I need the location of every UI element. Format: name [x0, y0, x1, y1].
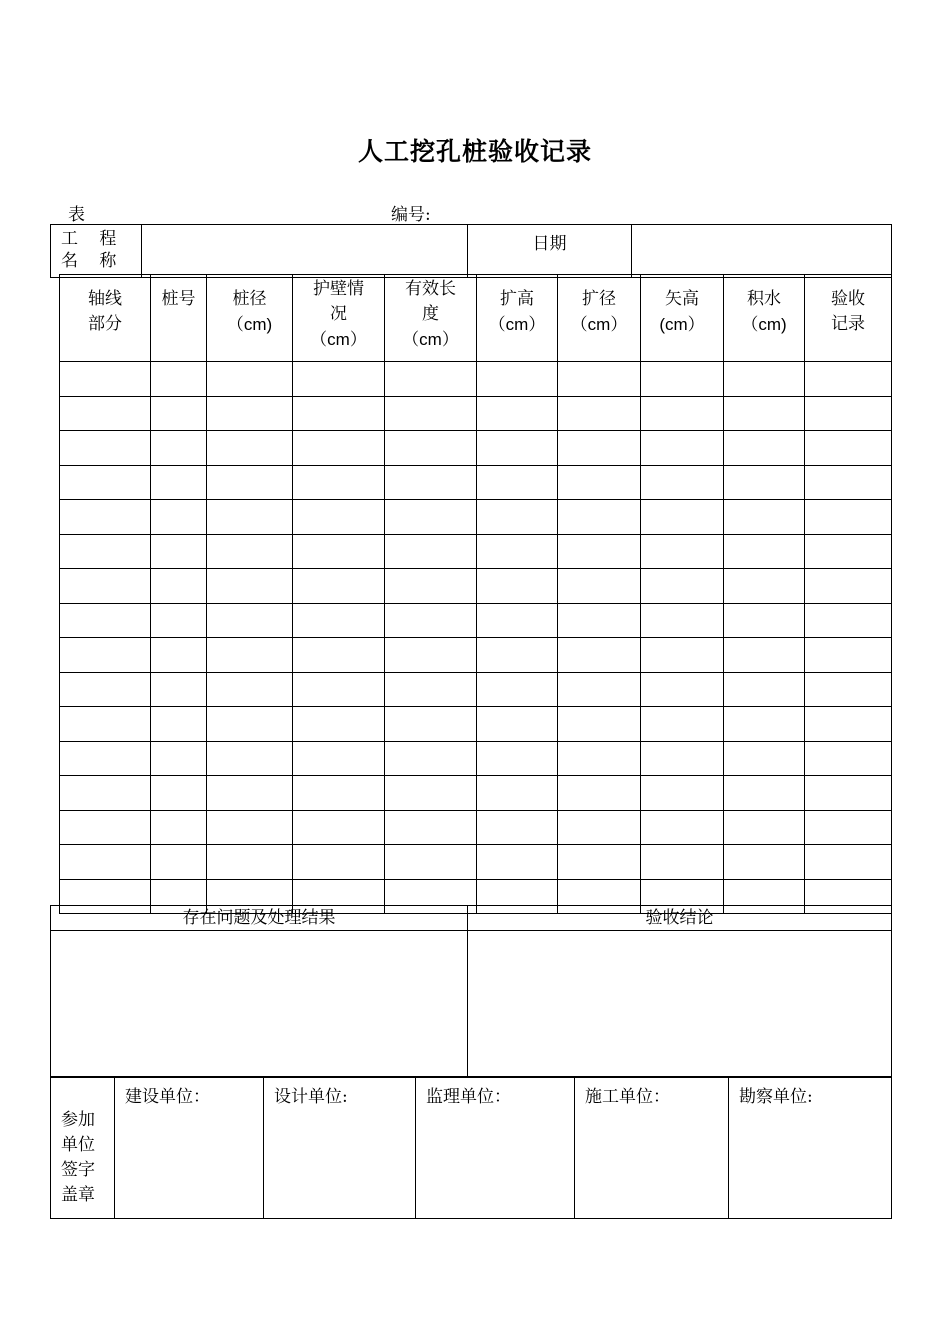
table-cell[interactable]: [293, 396, 385, 431]
table-cell[interactable]: [60, 603, 151, 638]
column-header: [805, 275, 892, 362]
table-cell[interactable]: [724, 741, 805, 776]
table-cell[interactable]: [293, 534, 385, 569]
table-row: [60, 810, 892, 845]
signature-unit-cell[interactable]: [416, 1078, 575, 1219]
table-cell[interactable]: [151, 500, 207, 535]
table-cell[interactable]: [60, 362, 151, 397]
table-cell[interactable]: [385, 431, 477, 466]
table-cell[interactable]: [60, 534, 151, 569]
table-cell[interactable]: [724, 569, 805, 604]
table-cell[interactable]: [385, 362, 477, 397]
side-label-line: 参加: [61, 1110, 95, 1130]
result-table: [50, 905, 892, 1077]
table-cell[interactable]: [385, 810, 477, 845]
column-header-line: 轴线: [88, 289, 122, 309]
table-cell[interactable]: [151, 810, 207, 845]
table-cell[interactable]: [151, 534, 207, 569]
column-header-line: 部分: [88, 314, 122, 334]
table-row: [60, 569, 892, 604]
table-cell[interactable]: [385, 569, 477, 604]
table-cell[interactable]: [641, 707, 724, 742]
column-header-line: 记录: [831, 314, 865, 334]
side-label-line: 签字: [61, 1160, 95, 1180]
table-cell[interactable]: [60, 810, 151, 845]
conclusion-field[interactable]: [468, 931, 892, 1077]
table-cell[interactable]: [641, 638, 724, 673]
project-name-field[interactable]: [142, 225, 468, 278]
table-cell[interactable]: [558, 672, 641, 707]
table-cell[interactable]: [60, 638, 151, 673]
table-cell[interactable]: [385, 707, 477, 742]
column-header-line: 桩径: [232, 289, 267, 309]
column-header-line: 验收: [831, 289, 865, 309]
column-header: [385, 275, 477, 362]
table-cell[interactable]: [207, 534, 293, 569]
conclusion-label: 验收结论: [468, 906, 892, 931]
table-cell[interactable]: [207, 569, 293, 604]
table-label: 表: [68, 205, 85, 225]
table-cell[interactable]: [207, 810, 293, 845]
table-cell[interactable]: [641, 603, 724, 638]
table-cell[interactable]: [558, 845, 641, 880]
table-cell[interactable]: [641, 465, 724, 500]
table-cell[interactable]: [805, 776, 892, 811]
table-cell[interactable]: [805, 465, 892, 500]
table-cell[interactable]: [724, 638, 805, 673]
signature-row: [51, 1078, 892, 1219]
table-cell[interactable]: [558, 638, 641, 673]
signature-unit-label: 监理单位：: [426, 1087, 511, 1107]
table-cell[interactable]: [724, 603, 805, 638]
table-cell[interactable]: [477, 810, 558, 845]
table-cell[interactable]: [558, 810, 641, 845]
table-cell[interactable]: [724, 672, 805, 707]
table-cell[interactable]: [293, 362, 385, 397]
table-row: [60, 776, 892, 811]
table-row: [60, 603, 892, 638]
table-cell[interactable]: [385, 465, 477, 500]
side-label-line: 盖章: [61, 1185, 95, 1205]
table-cell[interactable]: [805, 396, 892, 431]
column-header: [558, 275, 641, 362]
table-cell[interactable]: [151, 603, 207, 638]
table-row: [60, 500, 892, 535]
column-header: [641, 275, 724, 362]
table-cell[interactable]: [805, 431, 892, 466]
table-cell[interactable]: [293, 845, 385, 880]
table-cell[interactable]: [641, 672, 724, 707]
column-header-line: 矢高: [665, 289, 699, 309]
table-cell[interactable]: [151, 845, 207, 880]
table-cell[interactable]: [207, 603, 293, 638]
table-cell[interactable]: [151, 569, 207, 604]
table-cell[interactable]: [641, 741, 724, 776]
table-cell[interactable]: [477, 534, 558, 569]
table-cell[interactable]: [558, 776, 641, 811]
table-cell[interactable]: [293, 707, 385, 742]
table-cell[interactable]: [293, 569, 385, 604]
table-cell[interactable]: [558, 431, 641, 466]
table-cell[interactable]: [293, 638, 385, 673]
issues-field[interactable]: [51, 931, 468, 1077]
column-header: [724, 275, 805, 362]
signature-unit-cell[interactable]: [264, 1078, 416, 1219]
table-cell[interactable]: [385, 534, 477, 569]
signature-table: [50, 1077, 892, 1219]
column-header: [477, 275, 558, 362]
signature-unit-label: 设计单位:: [274, 1087, 348, 1107]
table-cell[interactable]: [805, 569, 892, 604]
table-cell[interactable]: [724, 707, 805, 742]
page-title: 人工挖孔桩验收记录: [357, 137, 592, 166]
table-cell[interactable]: [385, 396, 477, 431]
signature-unit-label: 施工单位：: [585, 1087, 670, 1107]
table-cell[interactable]: [641, 534, 724, 569]
table-cell[interactable]: [724, 810, 805, 845]
table-cell[interactable]: [477, 603, 558, 638]
table-cell[interactable]: [477, 845, 558, 880]
table-cell[interactable]: [207, 845, 293, 880]
table-cell[interactable]: [293, 603, 385, 638]
table-cell[interactable]: [60, 672, 151, 707]
table-cell[interactable]: [207, 707, 293, 742]
column-header-line: （cm）: [488, 315, 546, 334]
table-cell[interactable]: [724, 534, 805, 569]
table-row: [60, 707, 892, 742]
table-cell[interactable]: [60, 465, 151, 500]
table-cell[interactable]: [477, 362, 558, 397]
table-cell[interactable]: [805, 603, 892, 638]
column-header-line: （cm): [226, 315, 273, 334]
table-cell[interactable]: [641, 569, 724, 604]
table-body: [60, 362, 892, 914]
table-cell[interactable]: [724, 431, 805, 466]
project-info-table: [50, 224, 892, 278]
table-cell[interactable]: [805, 500, 892, 535]
table-cell[interactable]: [641, 776, 724, 811]
table-cell[interactable]: [385, 638, 477, 673]
column-header-line: （cm）: [310, 330, 367, 349]
signature-side-label: [51, 1078, 115, 1219]
table-cell[interactable]: [60, 845, 151, 880]
table-cell[interactable]: [805, 638, 892, 673]
column-header: [293, 275, 385, 362]
table-cell[interactable]: [60, 741, 151, 776]
signature-unit-cell[interactable]: [729, 1078, 892, 1219]
table-cell[interactable]: [477, 741, 558, 776]
column-header-line: 有效长: [405, 279, 456, 299]
table-cell[interactable]: [207, 465, 293, 500]
signature-unit-label: 建设单位：: [125, 1087, 210, 1107]
table-cell[interactable]: [151, 431, 207, 466]
table-cell[interactable]: [558, 707, 641, 742]
table-row: [60, 362, 892, 397]
table-cell[interactable]: [477, 638, 558, 673]
table-cell[interactable]: [805, 672, 892, 707]
table-cell[interactable]: [477, 465, 558, 500]
table-cell[interactable]: [724, 776, 805, 811]
table-cell[interactable]: [558, 500, 641, 535]
signature-unit-cell[interactable]: [575, 1078, 729, 1219]
table-cell[interactable]: [805, 810, 892, 845]
table-cell[interactable]: [385, 741, 477, 776]
date-label: 日期: [468, 225, 632, 278]
column-header-line: 护壁情: [313, 279, 364, 299]
table-cell[interactable]: [293, 741, 385, 776]
column-header-row: [60, 275, 892, 362]
number-label: 编号:: [391, 205, 431, 225]
table-cell[interactable]: [477, 672, 558, 707]
column-header: [151, 275, 207, 362]
signature-unit-label: 勘察单位:: [739, 1087, 813, 1107]
table-cell[interactable]: [60, 396, 151, 431]
table-cell[interactable]: [60, 431, 151, 466]
signature-unit-cell[interactable]: [115, 1078, 264, 1219]
table-cell[interactable]: [477, 431, 558, 466]
table-cell[interactable]: [477, 500, 558, 535]
table-cell[interactable]: [60, 707, 151, 742]
table-cell[interactable]: [293, 465, 385, 500]
table-cell[interactable]: [207, 672, 293, 707]
table-cell[interactable]: [60, 776, 151, 811]
table-cell[interactable]: [151, 362, 207, 397]
table-cell[interactable]: [641, 396, 724, 431]
column-header-line: 桩号: [161, 289, 196, 309]
table-cell[interactable]: [477, 569, 558, 604]
table-cell[interactable]: [477, 707, 558, 742]
column-header-line: 况: [330, 304, 347, 324]
column-header: [60, 275, 151, 362]
column-header-line: 扩高: [500, 289, 534, 309]
column-header-line: （cm）: [570, 315, 628, 334]
column-header-line: （cm）: [402, 330, 459, 349]
table-cell[interactable]: [207, 741, 293, 776]
table-cell[interactable]: [151, 396, 207, 431]
table-cell[interactable]: [207, 431, 293, 466]
table-cell[interactable]: [641, 845, 724, 880]
table-cell[interactable]: [558, 396, 641, 431]
table-cell[interactable]: [151, 776, 207, 811]
table-cell[interactable]: [151, 707, 207, 742]
pile-inspection-table: [59, 274, 892, 914]
date-field[interactable]: [632, 225, 892, 278]
table-cell[interactable]: [293, 431, 385, 466]
table-cell[interactable]: [558, 603, 641, 638]
table-cell[interactable]: [293, 810, 385, 845]
column-header-line: 度: [422, 304, 439, 324]
table-row: [60, 741, 892, 776]
table-row: [60, 465, 892, 500]
column-header-line: 积水: [747, 289, 781, 309]
table-cell[interactable]: [805, 741, 892, 776]
table-cell[interactable]: [724, 500, 805, 535]
table-cell[interactable]: [558, 741, 641, 776]
table-cell[interactable]: [558, 465, 641, 500]
table-cell[interactable]: [207, 362, 293, 397]
table-cell[interactable]: [477, 396, 558, 431]
table-cell[interactable]: [151, 465, 207, 500]
table-cell[interactable]: [207, 396, 293, 431]
table-row: [60, 534, 892, 569]
table-cell[interactable]: [60, 500, 151, 535]
table-cell[interactable]: [805, 845, 892, 880]
table-cell[interactable]: [641, 500, 724, 535]
table-cell[interactable]: [151, 741, 207, 776]
table-cell[interactable]: [385, 500, 477, 535]
table-cell[interactable]: [293, 672, 385, 707]
table-cell[interactable]: [724, 396, 805, 431]
table-cell[interactable]: [207, 776, 293, 811]
table-cell[interactable]: [805, 707, 892, 742]
table-cell[interactable]: [724, 845, 805, 880]
table-row: [60, 638, 892, 673]
issues-label: 存在问题及处理结果: [51, 906, 468, 931]
table-cell[interactable]: [385, 672, 477, 707]
table-cell[interactable]: [641, 431, 724, 466]
column-header-line: (cm）: [659, 315, 705, 334]
table-cell[interactable]: [558, 569, 641, 604]
table-cell[interactable]: [293, 500, 385, 535]
table-cell[interactable]: [724, 465, 805, 500]
table-cell[interactable]: [805, 362, 892, 397]
table-row: [60, 396, 892, 431]
table-cell[interactable]: [477, 776, 558, 811]
table-cell[interactable]: [385, 776, 477, 811]
column-header-line: 扩径: [582, 289, 616, 309]
table-cell[interactable]: [207, 638, 293, 673]
table-row: [60, 672, 892, 707]
project-name-label: 工 程 名 称: [51, 225, 142, 278]
table-row: [60, 845, 892, 880]
table-cell[interactable]: [151, 638, 207, 673]
table-row: [60, 431, 892, 466]
column-header: [207, 275, 293, 362]
table-cell[interactable]: [641, 810, 724, 845]
table-cell[interactable]: [60, 569, 151, 604]
table-cell[interactable]: [641, 362, 724, 397]
table-cell[interactable]: [385, 603, 477, 638]
table-cell[interactable]: [207, 500, 293, 535]
table-cell[interactable]: [558, 534, 641, 569]
table-cell[interactable]: [724, 362, 805, 397]
table-cell[interactable]: [151, 672, 207, 707]
column-header-line: （cm): [741, 315, 787, 334]
table-cell[interactable]: [385, 845, 477, 880]
side-label-line: 单位: [61, 1135, 95, 1155]
table-cell[interactable]: [558, 362, 641, 397]
table-cell[interactable]: [293, 776, 385, 811]
table-cell[interactable]: [805, 534, 892, 569]
